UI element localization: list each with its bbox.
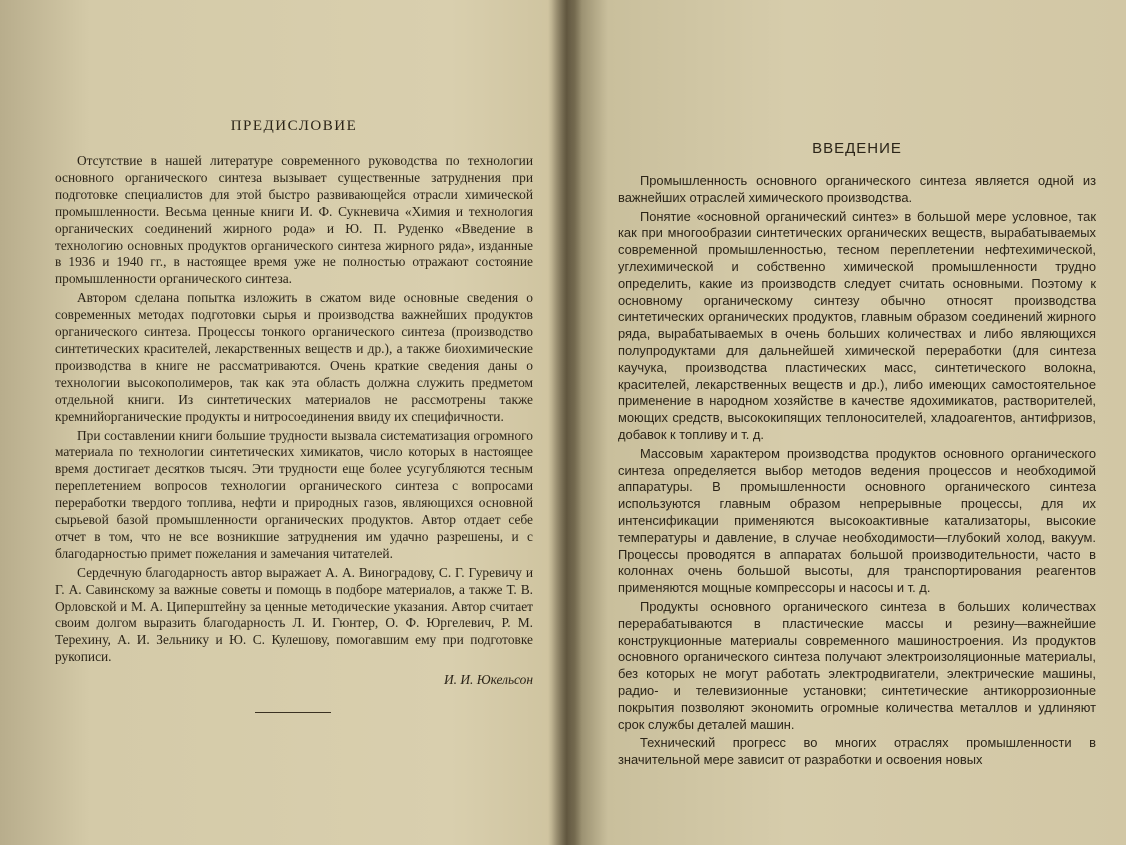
left-page — [55, 118, 533, 713]
end-rule — [255, 712, 331, 713]
preface-paragraph: При составлении книги большие трудности вызвала систематизация огромного материала по технологии синтетических химикатов, число которых в настоящее время достигает десятков тысяч. Эти трудности еще более усугубляются тесным переплетением вопросов технологии органического синтеза с вопросами переработки твердого топлива, нефти и природных газов, являющихся основной сырьевой базой промышленности органических продуктов. Автор отдает себе отчет в том, что не все возникшие затруднения им удачно разрешены, и с благодарностью примет пожелания и замечания читателей. — [55, 427, 533, 561]
preface-paragraph: Автором сделана попытка изложить в сжатом виде основные сведения о современных методах подготовки сырья и производства важнейших продуктов органического синтеза. Процессы тонкого органического синтеза (производство синтетических красителей, лекарственных веществ и др.), а также биохимические производства в книге не рассматриваются. Очень краткие сведения даны о технологии высокополимеров, так как эта область должна служить предметом отдельной книги. Из синтетических материалов не рассмотрены также кремнийорганические продукты и нитросоединения ввиду их специфичности. — [55, 290, 533, 424]
preface-paragraph: Сердечную благодарность автор выражает А. А. Виноградову, С. Г. Гуревичу и Г. А. Савинскому за важные советы и помощь в подборе материалов, а также Т. В. Орловской и М. А. Циперштейну за ценные методические указания. Автор считает своим долгом выразить благодарность Л. И. Гюнтер, О. Ф. Юргелевич, Р. М. Терехину, А. И. Зельнику и Ю. С. Кулешову, помогавшим ему при подготовке рукописи. — [55, 564, 533, 665]
introduction-paragraph: Продукты основного органического синтеза в больших количествах перерабатываются в пластические массы и резину—важнейшие конструкционные материалы современного машиностроения. Из продуктов основного органического синтеза получают электроизоляционные материалы, без которых не могут работать электродвигатели, электрические машины, радио- и телевизионные установки; синтетические антикоррозионные покрытия позволяют экономить огромные количества металлов и удлиняют срок службы деталей машин. — [618, 598, 1096, 732]
introduction-paragraph: Промышленность основного органического синтеза является одной из важнейших отраслей химического производства. — [618, 173, 1096, 205]
introduction-paragraph: Понятие «основной органический синтез» в большой мере условное, так как при многообразии синтетических органических веществ, вырабатываемых современной промышленностью, тесном переплетении нефтехимической, углехимической и собственно химической промышленности трудно определить, какие из производств следует считать основными. Поэтому к основному органическому синтезу обычно относят производства синтетических органических продуктов, главным образом соединений жирного ряда, вырабатываемых в очень больших количествах и либо являющихся полупродуктами для дальнейшей химической переработки (для синтеза каучука, производства пластических масс, синтетического волокна, красителей, лекарственных веществ и др.), либо имеющих самостоятельное применение в народном хозяйстве в качестве ядохимикатов, растворителей, моющих средств, высококипящих теплоносителей, хладоагентов, антифризов, добавок к топливу и т. д. — [618, 208, 1096, 442]
author-signature: И. И. Юкельсон — [444, 672, 533, 688]
preface-paragraph: Отсутствие в нашей литературе современного руководства по технологии основного органического синтеза вызывает существенные затруднения при подготовке специалистов для этой быстро развивающейся отрасли химической промышленности. Весьма ценные книги И. Ф. Сукневича «Химия и технология органических соединений жирного рода» и Ю. П. Руденко «Введение в технологию основных продуктов органического синтеза жирного ряда», изданные в 1936 и 1940 гг., в настоящее время уже не полностью отражают состояние промышленности органического синтеза. — [55, 153, 533, 287]
preface-title: ПРЕДИСЛОВИЕ — [230, 118, 358, 134]
introduction-paragraph: Технический прогресс во многих отраслях промышленности в значительной мере зависит от разработки и освоения новых — [618, 735, 1096, 768]
book-gutter — [548, 0, 582, 845]
right-page — [618, 140, 1096, 771]
introduction-paragraph: Массовым характером производства продуктов основного органического синтеза определяется выбор методов ведения процессов и необходимой аппаратуры. В промышленности основного органического синтеза используются главным образом непрерывные процессы, для их интенсификации применяются высокоактивные катализаторы, высокие температуры и давление, в случае необходимости—глубокий холод, вакуум. Процессы проводятся в аппаратах большой производительности, часто в колоннах очень большой высоты, для транспортирования реагентов применяются мощные компрессоры и насосы и т. д. — [618, 445, 1096, 596]
introduction-title: ВВЕДЕНИЕ — [812, 140, 902, 157]
